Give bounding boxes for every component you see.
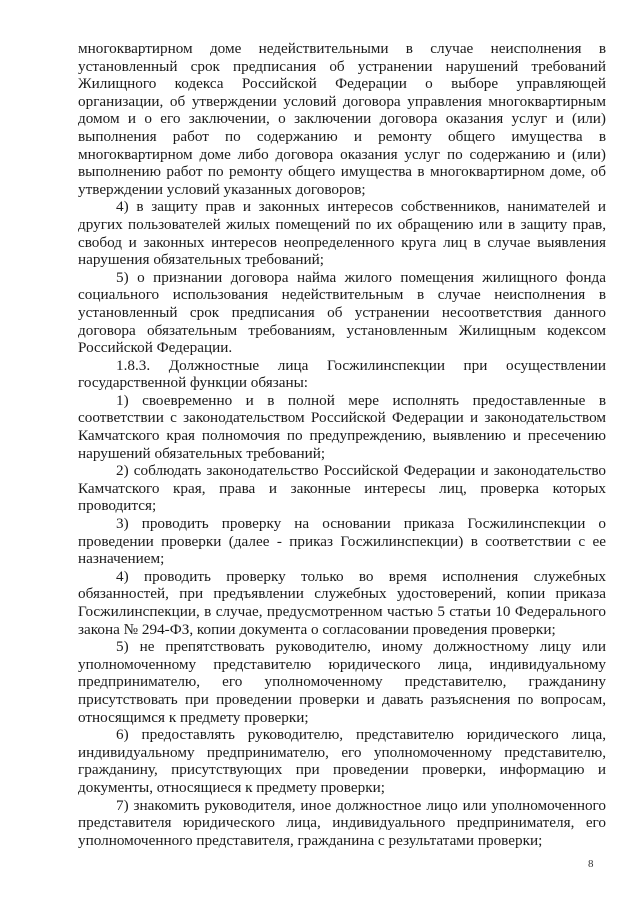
duty-item-7: 7) знакомить руководителя, иное должностное лицо или уполномоченного представителя юридического лица, индивидуального предпринимателя, его уполномоченного представителя, гражданина с результатами проверки; (78, 796, 606, 849)
duty-item-3: 3) проводить проверку на основании приказа Госжилинспекции о проведении проверки (далее - приказ Госжилинспекции) в соответствии с ее назначением; (78, 515, 606, 568)
page-number: 8 (588, 858, 594, 870)
duty-item-1: 1) своевременно и в полной мере исполнять предоставленные в соответствии с законодательством Российской Федерации и законодательством Камчатского края полномочия по предупреждению, выявлению и пресечению нарушений обязательных требований; (78, 391, 606, 462)
duty-item-6: 6) предоставлять руководителю, представителю юридического лица, индивидуальному предпринимателю, его уполномоченному представителю, гражданину, присутствующих при проведении проверки, информацию и документы, относящиеся к предмету проверки; (78, 726, 606, 796)
body-text (78, 40, 606, 849)
duty-item-2: 2) соблюдать законодательство Российской Федерации и законодательство Камчатского края, права и законные интересы лиц, проверка которых проводится; (78, 462, 606, 515)
duty-item-4: 4) проводить проверку только во время исполнения служебных обязанностей, при предъявлении служебных удостоверений, копии приказа Госжилинспекции, в случае, предусмотренном частью 5 статьи 10 Федерального закона № 294-ФЗ, копии документа о согласовании проведения проверки; (78, 567, 606, 638)
paragraph-item-4: 4) в защиту прав и законных интересов собственников, нанимателей и других пользователей жилых помещений по их обращению или в защиту прав, свобод и законных интересов неопределенного круга лиц в случае выявления нарушения обязательных требований; (78, 198, 606, 269)
duty-item-5: 5) не препятствовать руководителю, иному должностному лицу или уполномоченному представителю юридического лица, индивидуальному предпринимателю, его уполномоченному представителю, гражданину присутствовать при проведении проверки и давать разъяснения по вопросам, относящимся к предмету проверки; (78, 638, 606, 726)
section-heading-1-8-3: 1.8.3. Должностные лица Госжилинспекции при осуществлении государственной функции обязаны: (78, 356, 606, 392)
paragraph-continuation: многоквартирном доме недействительными в случае неисполнения в установленный срок предписания об устранении нарушений требований Жилищного кодекса Российской Федерации о выборе управляющей организации, об утверждении условий договора управления многоквартирным домом и о его заключении, о заключении договора оказания услуг и (или) выполнения работ по содержанию и ремонту общего имущества в многоквартирном доме либо договора оказания услуг по содержанию и (или) выполнению работ по ремонту общего имущества в многоквартирном доме, об утверждении условий указанных договоров; (78, 40, 606, 198)
paragraph-item-5: 5) о признании договора найма жилого помещения жилищного фонда социального использования недействительным в случае неисполнения в установленный срок предписания об устранении несоответствия данного договора обязательным требованиям, установленным Жилищным кодексом Российской Федерации. (78, 268, 606, 357)
